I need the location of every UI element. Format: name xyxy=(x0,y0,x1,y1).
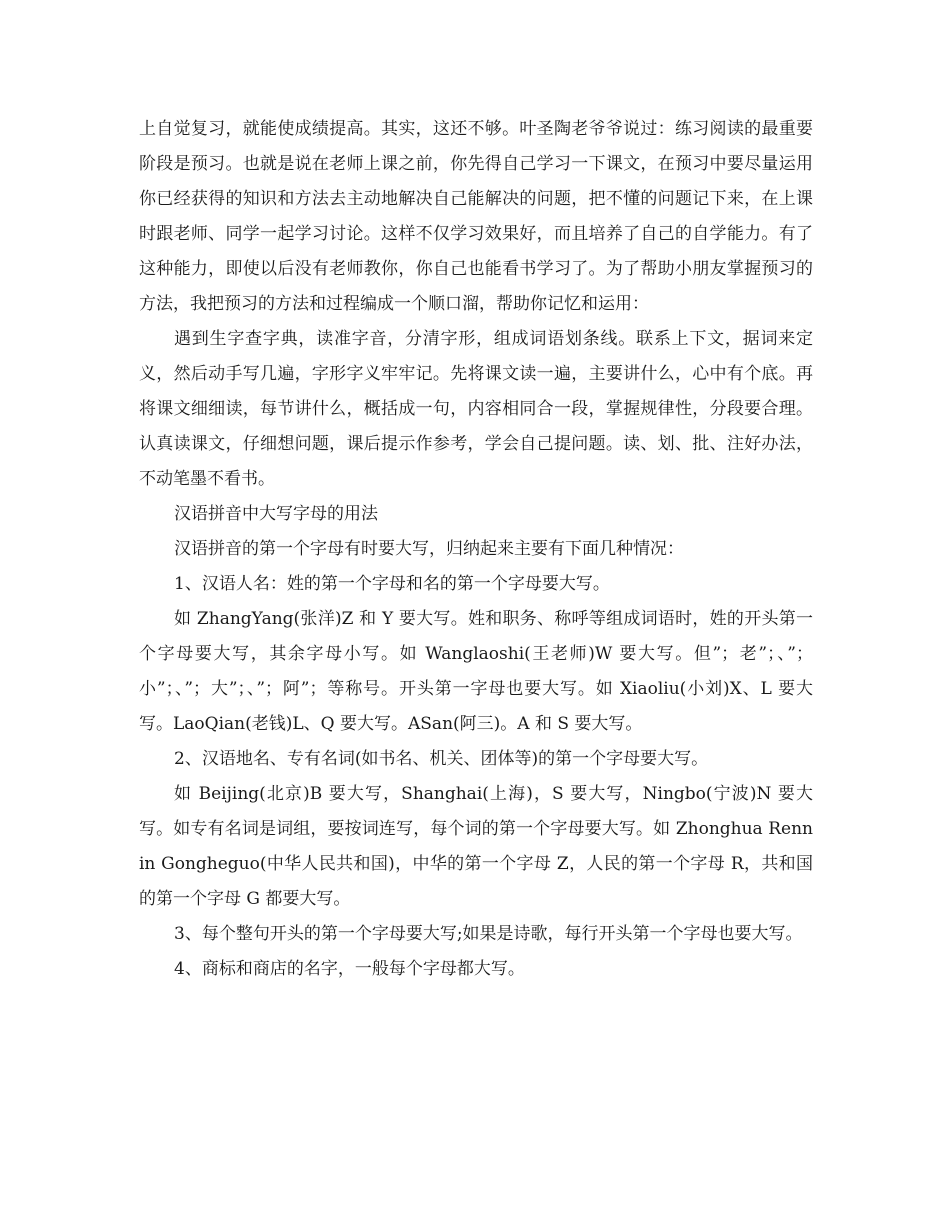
rule-4-trademarks: 4、商标和商店的名字，一般每个字母都大写。 xyxy=(174,959,525,979)
paragraph-preview-intro: 上自觉复习，就能使成绩提高。其实，这还不够。叶圣陶老爷爷说过：练习阅读的最重要阶段是预习。也就是说在老师上课之前，你先得自己学习一下课文，在预习中要尽量运用你已经获得的知识和方法去主动地解决自己能解决的问题，把不懂的问题记下来，在上课时跟老师、同学一起学习讨论。这样不仅学习效果好，而且培养了自己的自学能力。有了这种能力，即使以后没有老师教你，你自己也能看书学习了。为了帮助小朋友掌握预习的方法，我把预习的方法和过程编成一个顺口溜，帮助你记忆和运用： xyxy=(139,119,813,314)
rule-1-examples: 如 ZhangYang(张洋)Z 和 Y 要大写。姓和职务、称呼等组成词语时，姓的开头第一个字母要大写，其余字母小写。如 Wanglaoshi(王老师)W 要大写。但”；老”；、”；小”；、”；大”；、”；阿”；等称号。开头第一字母也要大写。如 Xiaoliu(小刘)X、L 要大写。LaoQian(老钱)L、Q 要大写。ASan(阿三)。A 和 S 要大写。 xyxy=(139,609,813,734)
document-page xyxy=(139,112,813,987)
rule-2-place-names: 2、汉语地名、专有名词(如书名、机关、团体等)的第一个字母要大写。 xyxy=(174,749,709,769)
paragraph-pinyin-intro: 汉语拼音的第一个字母有时要大写，归纳起来主要有下面几种情况： xyxy=(174,539,684,559)
section-heading-pinyin-capitals: 汉语拼音中大写字母的用法 xyxy=(174,504,378,524)
paragraph-preview-rhyme: 遇到生字查字典，读准字音，分清字形，组成词语划条线。联系上下文，据词来定义，然后动手写几遍，字形字义牢牢记。先将课文读一遍，主要讲什么，心中有个底。再将课文细细读，每节讲什么，概括成一句，内容相同合一段，掌握规律性，分段要合理。认真读课文，仔细想问题，课后提示作参考，学会自己提问题。读、划、批、注好办法，不动笔墨不看书。 xyxy=(139,329,813,489)
rule-2-examples: 如 Beijing(北京)B 要大写，Shanghai(上海)，S 要大写，Ningbo(宁波)N 要大写。如专有名词是词组，要按词连写，每个词的第一个字母要大写。如 Zhonghua Rennin Gongheguo(中华人民共和国)，中华的第一个字母 Z，人民的第一个字母 R，共和国的第一个字母 G 都要大写。 xyxy=(139,784,813,909)
rule-3-sentence-start: 3、每个整句开头的第一个字母要大写;如果是诗歌，每行开头第一个字母也要大写。 xyxy=(174,924,803,944)
rule-1-personal-names: 1、汉语人名：姓的第一个字母和名的第一个字母要大写。 xyxy=(174,574,610,594)
